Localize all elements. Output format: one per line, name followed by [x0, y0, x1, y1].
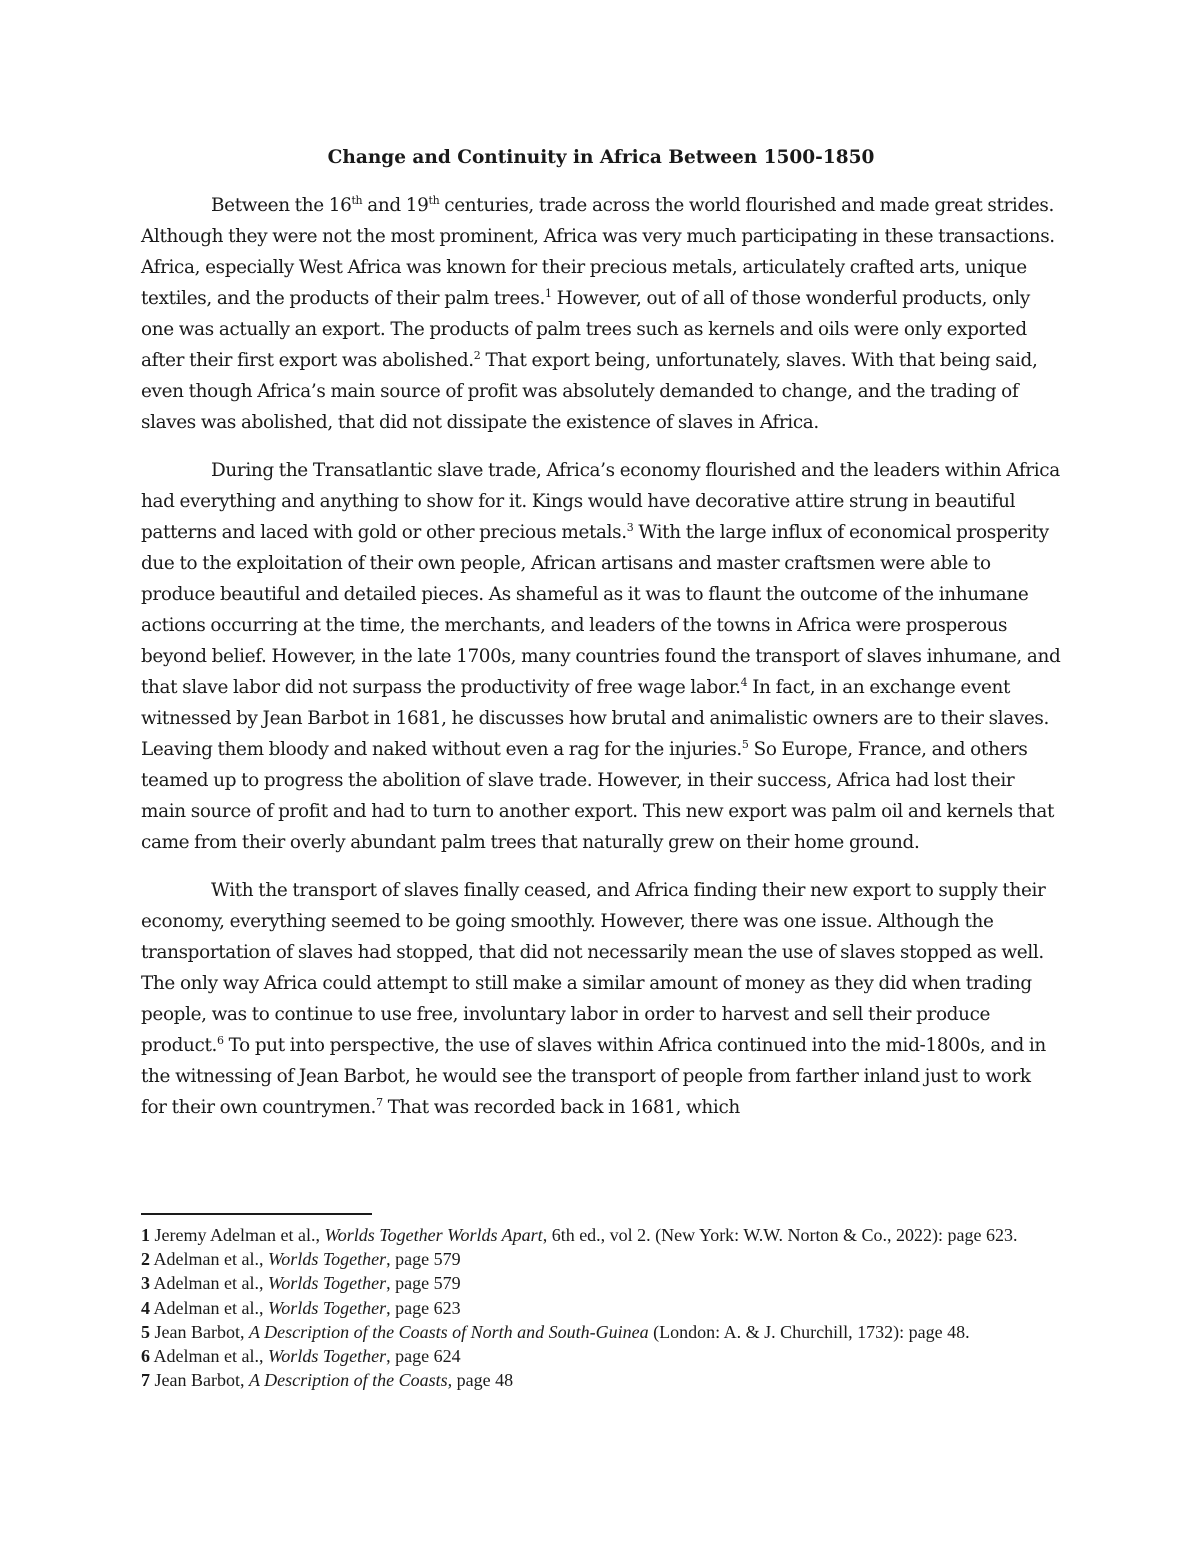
paragraph-text: In fact, in an exchange event witnessed by Jean Barbot in 1681, he discusses how brutal and animalistic owners are to their slaves. Leaving them bloody and naked without even a rag for the injuries. — [141, 677, 1049, 760]
footnote-number: 4 — [141, 1297, 150, 1318]
document-title: Change and Continuity in Africa Between 1500-1850 — [327, 147, 875, 168]
body-paragraph — [141, 455, 1061, 858]
footnote-text: , page 624 — [386, 1346, 461, 1367]
footnote-text: Adelman et al., — [150, 1273, 268, 1294]
paragraph-text: However, out of all of those wonderful products, only one was actually an export. The products of palm trees such as kernels and oils were only exported after their first export was abolished. — [141, 288, 1030, 371]
footnote-text: Jeremy Adelman et al., — [150, 1225, 325, 1245]
body-paragraphs — [141, 190, 1061, 1123]
footnote-text: , page 579 — [386, 1273, 461, 1294]
footnote-reference: 3 — [626, 521, 634, 534]
footnote-reference: th — [351, 194, 363, 207]
footnote-reference: 1 — [544, 287, 552, 300]
paragraph-text: Between the 16 — [211, 195, 352, 216]
footnote — [141, 1345, 1061, 1367]
footnote — [141, 1321, 1061, 1343]
footnote-text: Adelman et al., — [150, 1346, 268, 1367]
footnote-work-title: Worlds Together Worlds Apart — [324, 1225, 543, 1245]
footnotes — [141, 1224, 1061, 1393]
paragraph-text: That was recorded back in 1681, which — [382, 1097, 740, 1118]
footnote — [141, 1272, 1061, 1294]
footnote-text: , page 623 — [386, 1297, 461, 1318]
footnote — [141, 1224, 1061, 1246]
footnote-number: 2 — [141, 1249, 150, 1270]
footnote-work-title: A Description of the Coasts of North and South-Guinea — [248, 1321, 649, 1342]
footnote-work-title: Worlds Together — [267, 1249, 387, 1270]
footnote-text: Jean Barbot, — [150, 1370, 249, 1391]
footnote-reference: th — [428, 194, 440, 207]
paragraph-text: So Europe, France, and others teamed up to progress the abolition of slave trade. However, in their success, Africa had lost their main source of profit and had to turn to another export. This new export was palm oil and kernels that came from their overly abundant palm trees that naturally grew on their home ground. — [141, 739, 1055, 853]
paragraph-text: That export being, unfortunately, slaves. With that being said, even though Africa’s main source of profit was absolutely demanded to change, and the trading of slaves was abolished, that did not dissipate the existence of slaves in Africa. — [141, 350, 1038, 433]
body-paragraph — [141, 190, 1061, 438]
paragraph-text: During the Transatlantic slave trade, Africa’s economy flourished and the leaders within Africa had everything and anything to show for it. Kings would have decorative attire strung in beautiful patterns and laced with gold or other precious metals. — [141, 460, 1060, 543]
footnote-reference: 6 — [217, 1034, 224, 1047]
footnote — [141, 1369, 1061, 1391]
footnote-work-title: A Description of the Coasts, — [248, 1370, 453, 1391]
footnote-work-title: Worlds Together — [267, 1346, 387, 1367]
footnote-number: 6 — [141, 1346, 150, 1367]
body-paragraph — [141, 875, 1061, 1123]
document-body — [141, 143, 1061, 1140]
footnote-text: Jean Barbot, — [150, 1321, 249, 1342]
footnote-work-title: Worlds Together — [267, 1273, 387, 1294]
footnote-number: 7 — [141, 1370, 150, 1391]
footnote — [141, 1297, 1061, 1319]
footnote-number: 1 — [141, 1225, 150, 1245]
paragraph-text: To put into perspective, the use of slaves within Africa continued into the mid-1800s, and in the witnessing of Jean Barbot, he would see the transport of people from farther inland just to work for their own countrymen. — [141, 1035, 1046, 1118]
footnote-number: 3 — [141, 1273, 150, 1294]
paragraph-text: centuries, trade across the world flourished and made great strides. Although they were not the most prominent, Africa was very much participating in these transactions. Africa, especially West Africa was known for their precious metals, articulately crafted arts, unique textiles, and the products of their palm trees. — [141, 195, 1055, 309]
footnote-separator — [141, 1213, 372, 1215]
footnote-text: Adelman et al., — [150, 1249, 268, 1270]
paragraph-text: and 19 — [362, 195, 429, 216]
footnote-text: , page 579 — [386, 1249, 461, 1270]
paragraph-text: With the transport of slaves finally ceased, and Africa finding their new export to supply their economy, everything seemed to be going smoothly. However, there was one issue. Although the transportation of slaves had stopped, that did not necessarily mean the use of slaves stopped as well. The only way Africa could attempt to still make a similar amount of money as they did when trading people, was to continue to use free, involuntary labor in order to harvest and sell their produce product. — [141, 880, 1046, 1056]
footnote-reference: 2 — [473, 349, 481, 362]
footnote-work-title: Worlds Together — [267, 1297, 387, 1318]
footnote-reference: 5 — [741, 738, 749, 751]
footnote-text: page 48 — [452, 1370, 514, 1391]
footnote — [141, 1248, 1061, 1270]
footnote-reference: 4 — [740, 676, 748, 689]
footnote-text: , 6th ed., vol 2. (New York: W.W. Norton & Co., 2022): page 623. — [542, 1225, 1018, 1245]
footnote-text: (London: A. & J. Churchill, 1732): page 48. — [648, 1321, 970, 1342]
footnote-reference: 7 — [376, 1096, 383, 1109]
footnote-text: Adelman et al., — [150, 1297, 268, 1318]
footnote-number: 5 — [141, 1321, 150, 1342]
paragraph-text: With the large influx of economical prosperity due to the exploitation of their own people, African artisans and master craftsmen were able to produce beautiful and detailed pieces. As shameful as it was to flaunt the outcome of the inhumane actions occurring at the time, the merchants, and leaders of the towns in Africa were prosperous beyond belief. However, in the late 1700s, many countries found the transport of slaves inhumane, and that slave labor did not surpass the productivity of free wage labor. — [141, 522, 1061, 698]
